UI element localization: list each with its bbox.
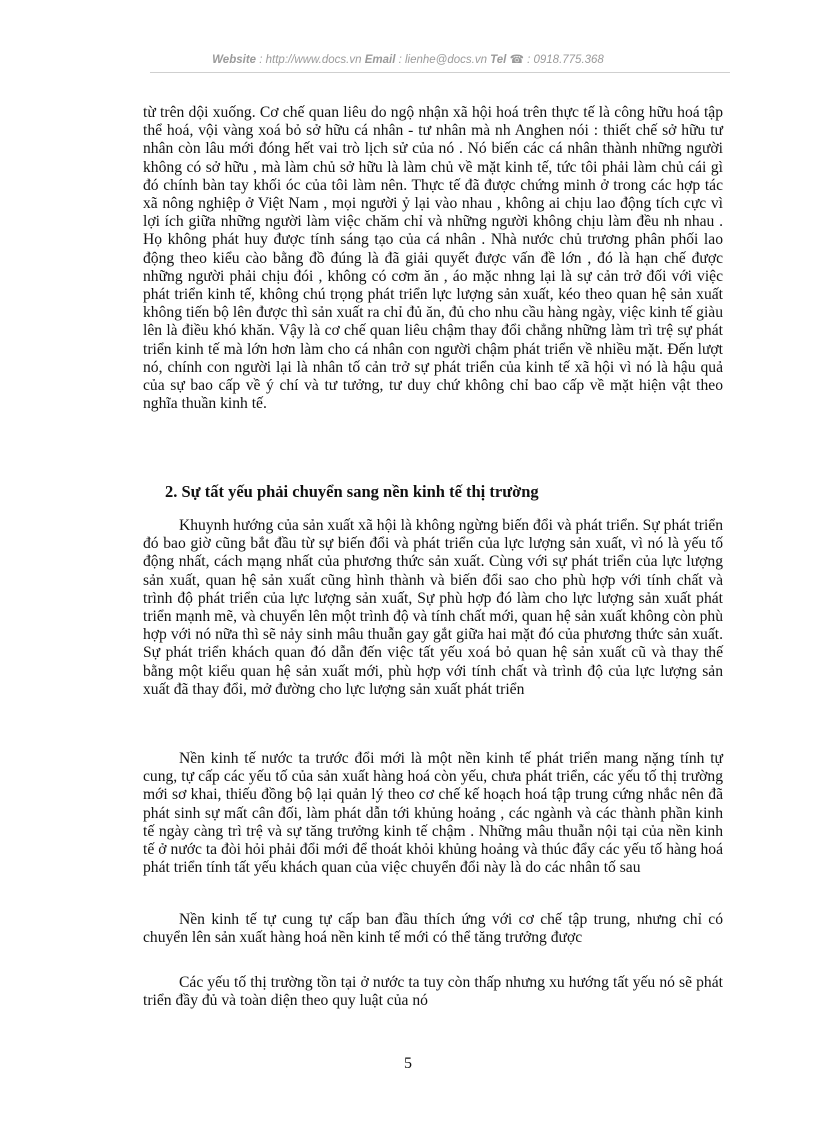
paragraph-text: Nền kinh tế nước ta trước đổi mới là một nền kinh tế phát triển mang nặng tính tự cung, tự cấp các yếu tố của sản xuất hàng hoá còn yếu, chưa phát triển, các yếu tố thị trường mới sơ khai, thiếu đồng bộ lại quản lý theo cơ chế kế hoạch hoá tập trung cứng nhắc nên đã phát sinh sự mất cân đối, làm phát dẫn tới khủng hoảng , các ngành và các thành phần kinh tế ngày càng trì trệ và sự tăng trưởng kinh tế chậm . Những mâu thuẫn nội tại của nền kinh tế ở nước ta đòi hỏi phải đổi mới để thoát khỏi khủng hoảng và thúc đẩy các yếu tố hàng hoá phát triển tính tất yếu khách quan của việc chuyển đổi này là do các nhân tố sau xyxy=(143,750,723,877)
paragraph-text: từ trên dội xuống. Cơ chế quan liêu do ngộ nhận xã hội hoá trên thực tế là công hữu hoá tập thể hoá, vội vàng xoá bỏ sở hữu cá nhân - tư nhân mà nh Anghen nói : thiết chế sở hữu tư nhân còn lâu mới đóng hết vai trò lịch sử của nó . Nó biến các cá nhân thành những người không có sở hữu , mà làm chủ sở hữu là làm chủ về mặt kinh tế, tức tôi phải làm chủ cái gì đó chính bàn tay khối óc của tôi làm nên. Thực tế đã được chứng minh ở trong các hợp tác xã nông nghiệp ở Việt Nam , mọi người ỷ lại vào nhau , không ai chịu lao động tích cực vì lợi ích giữa những người làm việc chăm chỉ và những người không chịu làm đều nh nhau . Họ không phát huy được tính sáng tạo của cá nhân . Nhà nước chủ trương phân phối lao động theo kiểu cào bằng đồ đúng là đã giải quyết được vấn đề lớn , đó là hạn chế được những người phải chịu đói , không có cơm ăn , áo mặc nhng lại là sự cản trở đối với việc phát triển kinh tế, không chú trọng phát triển lực lượng sản xuất, kéo theo quan hệ sản xuất không tiến bộ lên được thì sản xuất ra chỉ đủ ăn, đủ cho nhu cầu hàng ngày, việc kinh tế giàu lên là điều khó khăn. Vậy là cơ chế quan liêu chậm thay đổi chẳng những làm trì trệ sự phát triển kinh tế mà lớn hơn làm cho cá nhân con người chậm phát triển về nhiều mặt. Đến lượt nó, chính con người lại là nhân tố cản trở sự phát triển của kinh tế xã hội vì nó là hậu quả của sự bao cấp về ý chí và tư tưởng, tư duy chứ không chỉ bao cấp về mặt hiện vật theo nghĩa thuần kinh tế. xyxy=(143,104,723,413)
body-paragraph-4 xyxy=(143,911,723,947)
page-number: 5 xyxy=(404,1055,412,1072)
paragraph-text: Nền kinh tế tự cung tự cấp ban đầu thích ứng với cơ chế tập trung, nhưng chỉ có chuyển lên sản xuất hàng hoá nền kinh tế mới có thể tăng trưởng được xyxy=(143,911,723,947)
paragraph-text: Khuynh hướng của sản xuất xã hội là không ngừng biến đổi và phát triển. Sự phát triển đó bao giờ cũng bắt đầu từ sự biến đổi và phát triển của lực lượng sản xuất, vì nó là yếu tố động nhất, cách mạng nhất của phương thức sản xuất. Cùng với sự phát triển của lực lượng sản xuất, quan hệ sản xuất cũng hình thành và biến đổi sao cho phù hợp với tính chất và trình độ phát triển của lực lượng sản xuất, Sự phù hợp đó làm cho lực lượng sản xuất phát triển mạnh mẽ, và chuyển lên một trình độ và tính chất mới, quan hệ sản xuất không còn phù hợp với nó nữa thì sẽ nảy sinh mâu thuẫn gay gắt giữa hai mặt đó của phương thức sản xuất. Sự phát triển khách quan đó dẫn đến việc tất yếu xoá bỏ quan hệ sản xuất cũ và thay thế bằng một kiểu quan hệ sản xuất mới, phù hợp với tính chất và trình độ của lực lượng sản xuất đã thay đổi, mở đường cho lực lượng sản xuất phát triển xyxy=(143,517,723,698)
email-value: : lienhe@docs.vn xyxy=(395,54,491,66)
body-paragraph-2 xyxy=(143,517,723,699)
tel-label: Tel xyxy=(490,54,507,66)
header-divider xyxy=(150,72,730,73)
website-label: Website xyxy=(212,54,257,66)
website-value: : http://www.docs.vn xyxy=(256,54,365,66)
tel-value: ☎ : 0918.775.368 xyxy=(506,54,604,66)
email-label: Email xyxy=(364,54,396,66)
section-heading: 2. Sự tất yếu phải chuyển sang nền kinh tế thị trường xyxy=(165,482,539,501)
body-paragraph-3 xyxy=(143,750,723,877)
page-header xyxy=(0,52,816,66)
body-paragraph-5 xyxy=(143,974,723,1010)
paragraph-text: Các yếu tố thị trường tồn tại ở nước ta tuy còn thấp nhưng xu hướng tất yếu nó sẽ phát triển đầy đủ và toàn diện theo quy luật của nó xyxy=(143,974,723,1010)
body-paragraph-1 xyxy=(143,104,723,413)
